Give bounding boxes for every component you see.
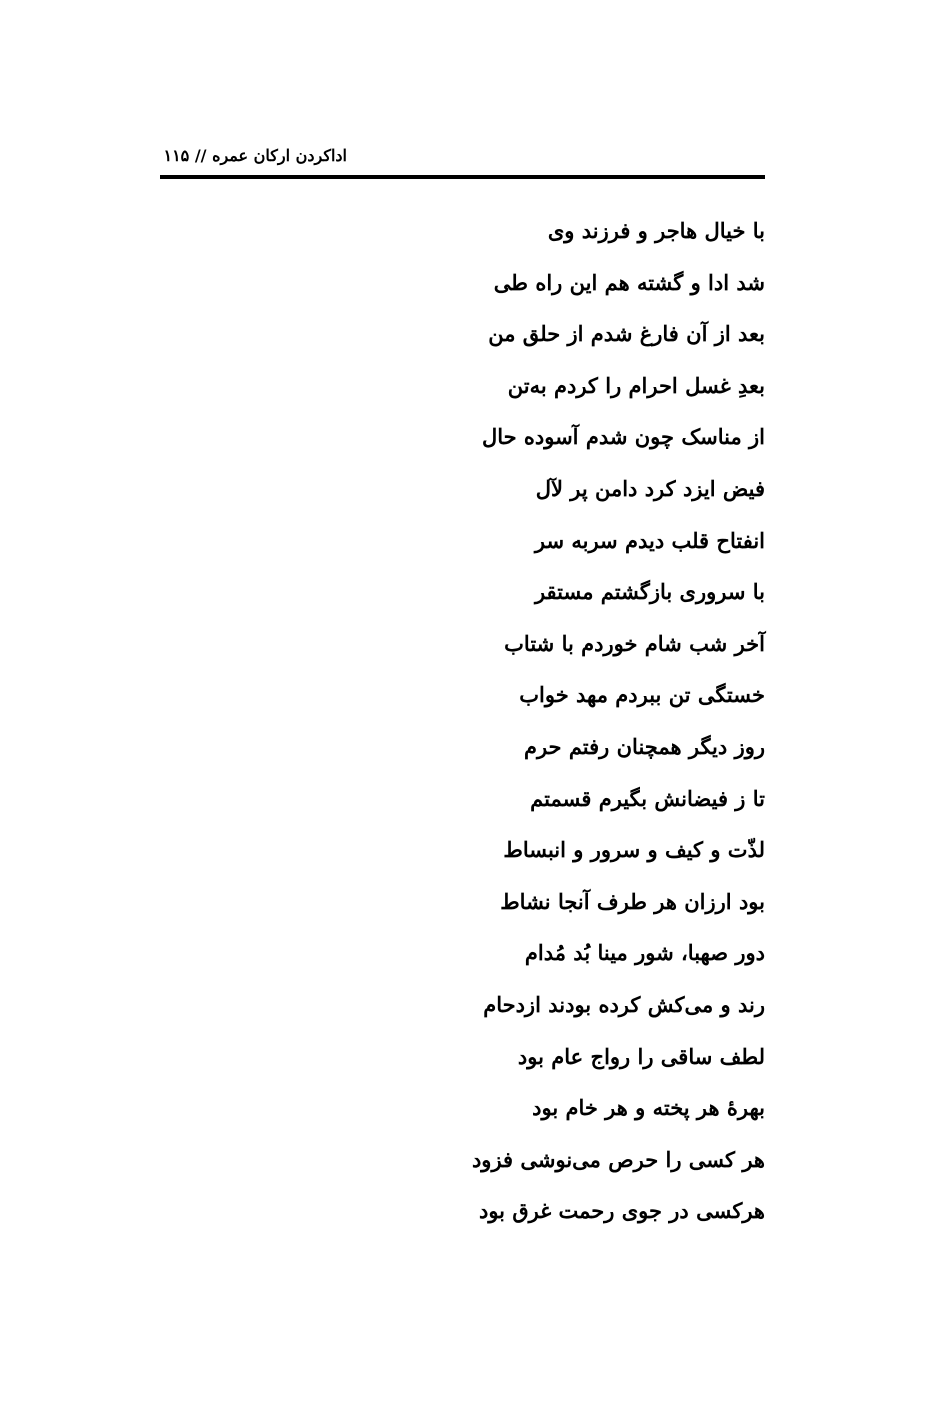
verse-line: بود ارزان هر طرف آنجا نشاط bbox=[500, 888, 765, 914]
verse-line: با خیال هاجر و فرزند وی bbox=[547, 218, 765, 243]
verse-line: با سروری بازگشتم مستقر bbox=[534, 579, 765, 605]
page-header bbox=[160, 138, 765, 178]
verse-line: بهرهٔ هر پخته و هر خام بود bbox=[532, 1095, 765, 1121]
running-title: اداکردن ارکان عمره // ۱۱۵ bbox=[163, 146, 347, 165]
verse-line: رند و می‌کش کرده بودند ازدحام bbox=[483, 991, 765, 1017]
verse-line: دور صهبا، شور مینا بُد مُدام bbox=[524, 940, 765, 966]
header-rule bbox=[160, 175, 765, 179]
verse-line: هر کسی را حرص می‌نوشی فزود bbox=[471, 1146, 765, 1172]
verse-line: بعدِ غسل احرام را کردم به‌تن bbox=[507, 372, 765, 398]
verse-line: شد ادا و گشته هم این راه طی bbox=[493, 269, 765, 295]
verse-line: آخر شب شام خوردم با شتاب bbox=[504, 630, 765, 656]
verse-line: تا ز فیضانش بگیرم قسمتم bbox=[530, 785, 765, 811]
verse-line: لطف ساقی را رواج عام بود bbox=[517, 1043, 765, 1069]
verse-line: فیض ایزد کرد دامن پر لآل bbox=[535, 475, 765, 501]
verse-line: از مناسک چون شدم آسوده حال bbox=[481, 424, 765, 450]
verse-line: هرکسی در جوی رحمت غرق بود bbox=[478, 1198, 765, 1224]
verse-line: بعد از آن فارغ شدم از حلق من bbox=[488, 321, 765, 347]
verse-line: خستگی تن ببردم مهد خواب bbox=[519, 682, 765, 708]
verse-line: لذّت و کیف و سرور و انبساط bbox=[503, 837, 765, 863]
poem-body bbox=[165, 205, 765, 1237]
verse-line: روز دیگر همچنان رفتم حرم bbox=[523, 733, 765, 759]
verse-line: انفتاح قلب دیدم سربه سر bbox=[534, 527, 765, 553]
